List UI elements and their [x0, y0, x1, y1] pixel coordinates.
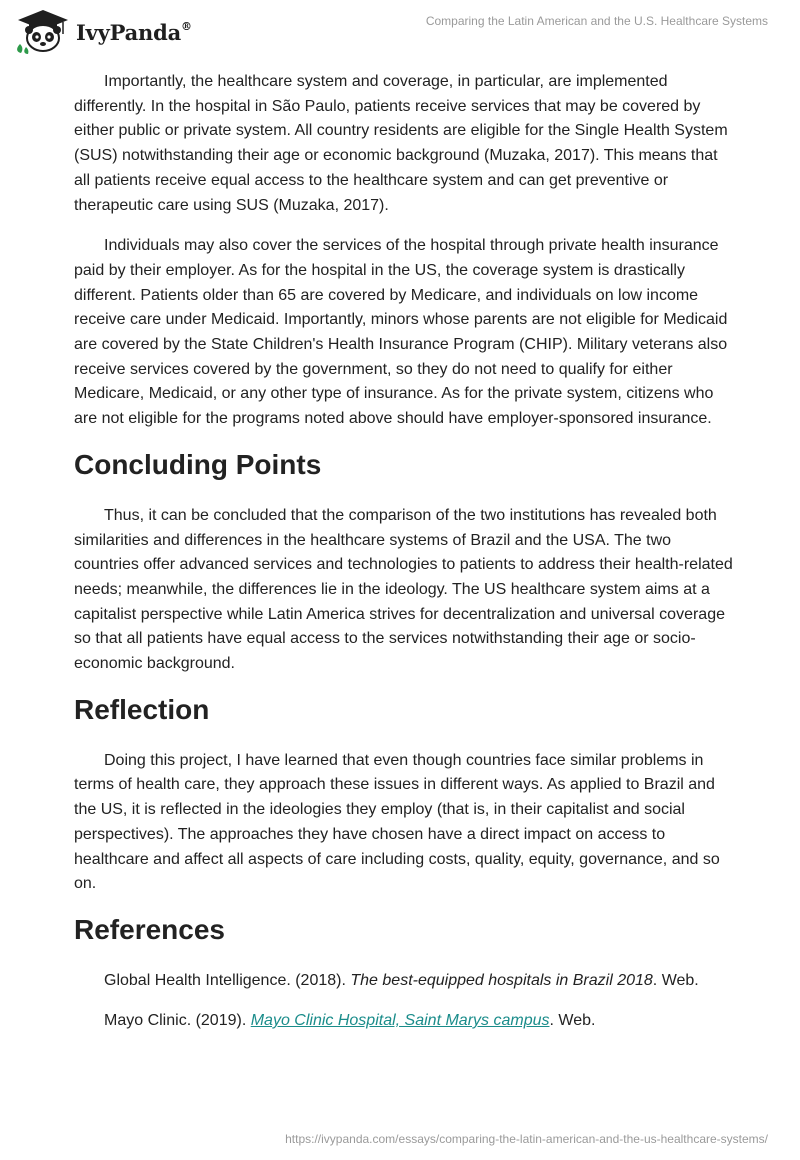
paragraph-conclusion: Thus, it can be concluded that the comparison of the two institutions has revealed both similarities and differences in the healthcare systems of Brazil and the USA. The two countries offer advanced services and technologies to patients to address their health-related needs; meanwhile, the differences lie in the ideology. The US healthcare system aims at a capitalist perspective while Latin America strives for decentralization and universal coverage so that all patients have equal access to the services notwithstanding their age or socio-economic background.: [74, 506, 733, 673]
heading-reflection: Reflection: [74, 693, 210, 725]
reference-title: The best-equipped hospitals in Brazil 2018: [350, 971, 653, 989]
reference-item: Mayo Clinic. (2019). Mayo Clinic Hospital, Saint Marys campus. Web.: [104, 1011, 596, 1029]
panda-graduate-icon: [14, 8, 72, 54]
source-url: https://ivypanda.com/essays/comparing-the-latin-american-and-the-us-healthcare-systems/: [285, 1132, 768, 1146]
reference-item: Global Health Intelligence. (2018). The best-equipped hospitals in Brazil 2018. Web.: [104, 971, 699, 989]
heading-concluding-points: Concluding Points: [74, 448, 322, 480]
logo-text: IvyPanda®: [76, 19, 192, 45]
paragraph-reflection: Doing this project, I have learned that even though countries face similar problems in terms of health care, they approach these issues in different ways. As applied to Brazil and the US, it is reflected in the ideologies they employ (that is, in their capitalist and social perspectives). The approaches they have chosen have a direct impact on access to healthcare and affect all aspects of care including costs, quality, equity, governance, and so on.: [74, 751, 720, 893]
reference-link[interactable]: Mayo Clinic Hospital, Saint Marys campus: [250, 1011, 550, 1029]
paragraph-private-insurance: Individuals may also cover the services of the hospital through private health insurance paid by their employer. As for the hospital in the US, the coverage system is drastically different. Patients older than 65 are covered by Medicare, and individuals on low income receive care under Medicaid. Importantly, minors whose parents are not eligible for Medicaid are covered by the State Children's Health Insurance Program (CHIP). Military veterans also receive services covered by the government, so they do not need to qualify for either Medicare, Medicaid, or any other type of insurance. As for the private system, citizens who are not eligible for the programs noted above should have employer-sponsored insurance.: [74, 237, 728, 428]
document-title: Comparing the Latin American and the U.S. Healthcare Systems: [425, 14, 768, 28]
essay-content: [74, 70, 734, 1049]
paragraph-coverage: Importantly, the healthcare system and coverage, in particular, are implemented differently. In the hospital in São Paulo, patients receive services that may be covered by either public or private system. All country residents are eligible for the Single Health System (SUS) notwithstanding their age or economic background (Muzaka, 2017). This means that all patients receive equal access to the healthcare system and can get preventive or therapeutic care using SUS (Muzaka, 2017).: [74, 73, 728, 214]
heading-references: References: [74, 913, 225, 945]
ivypanda-logo[interactable]: [14, 8, 192, 54]
page-header: [0, 0, 800, 60]
